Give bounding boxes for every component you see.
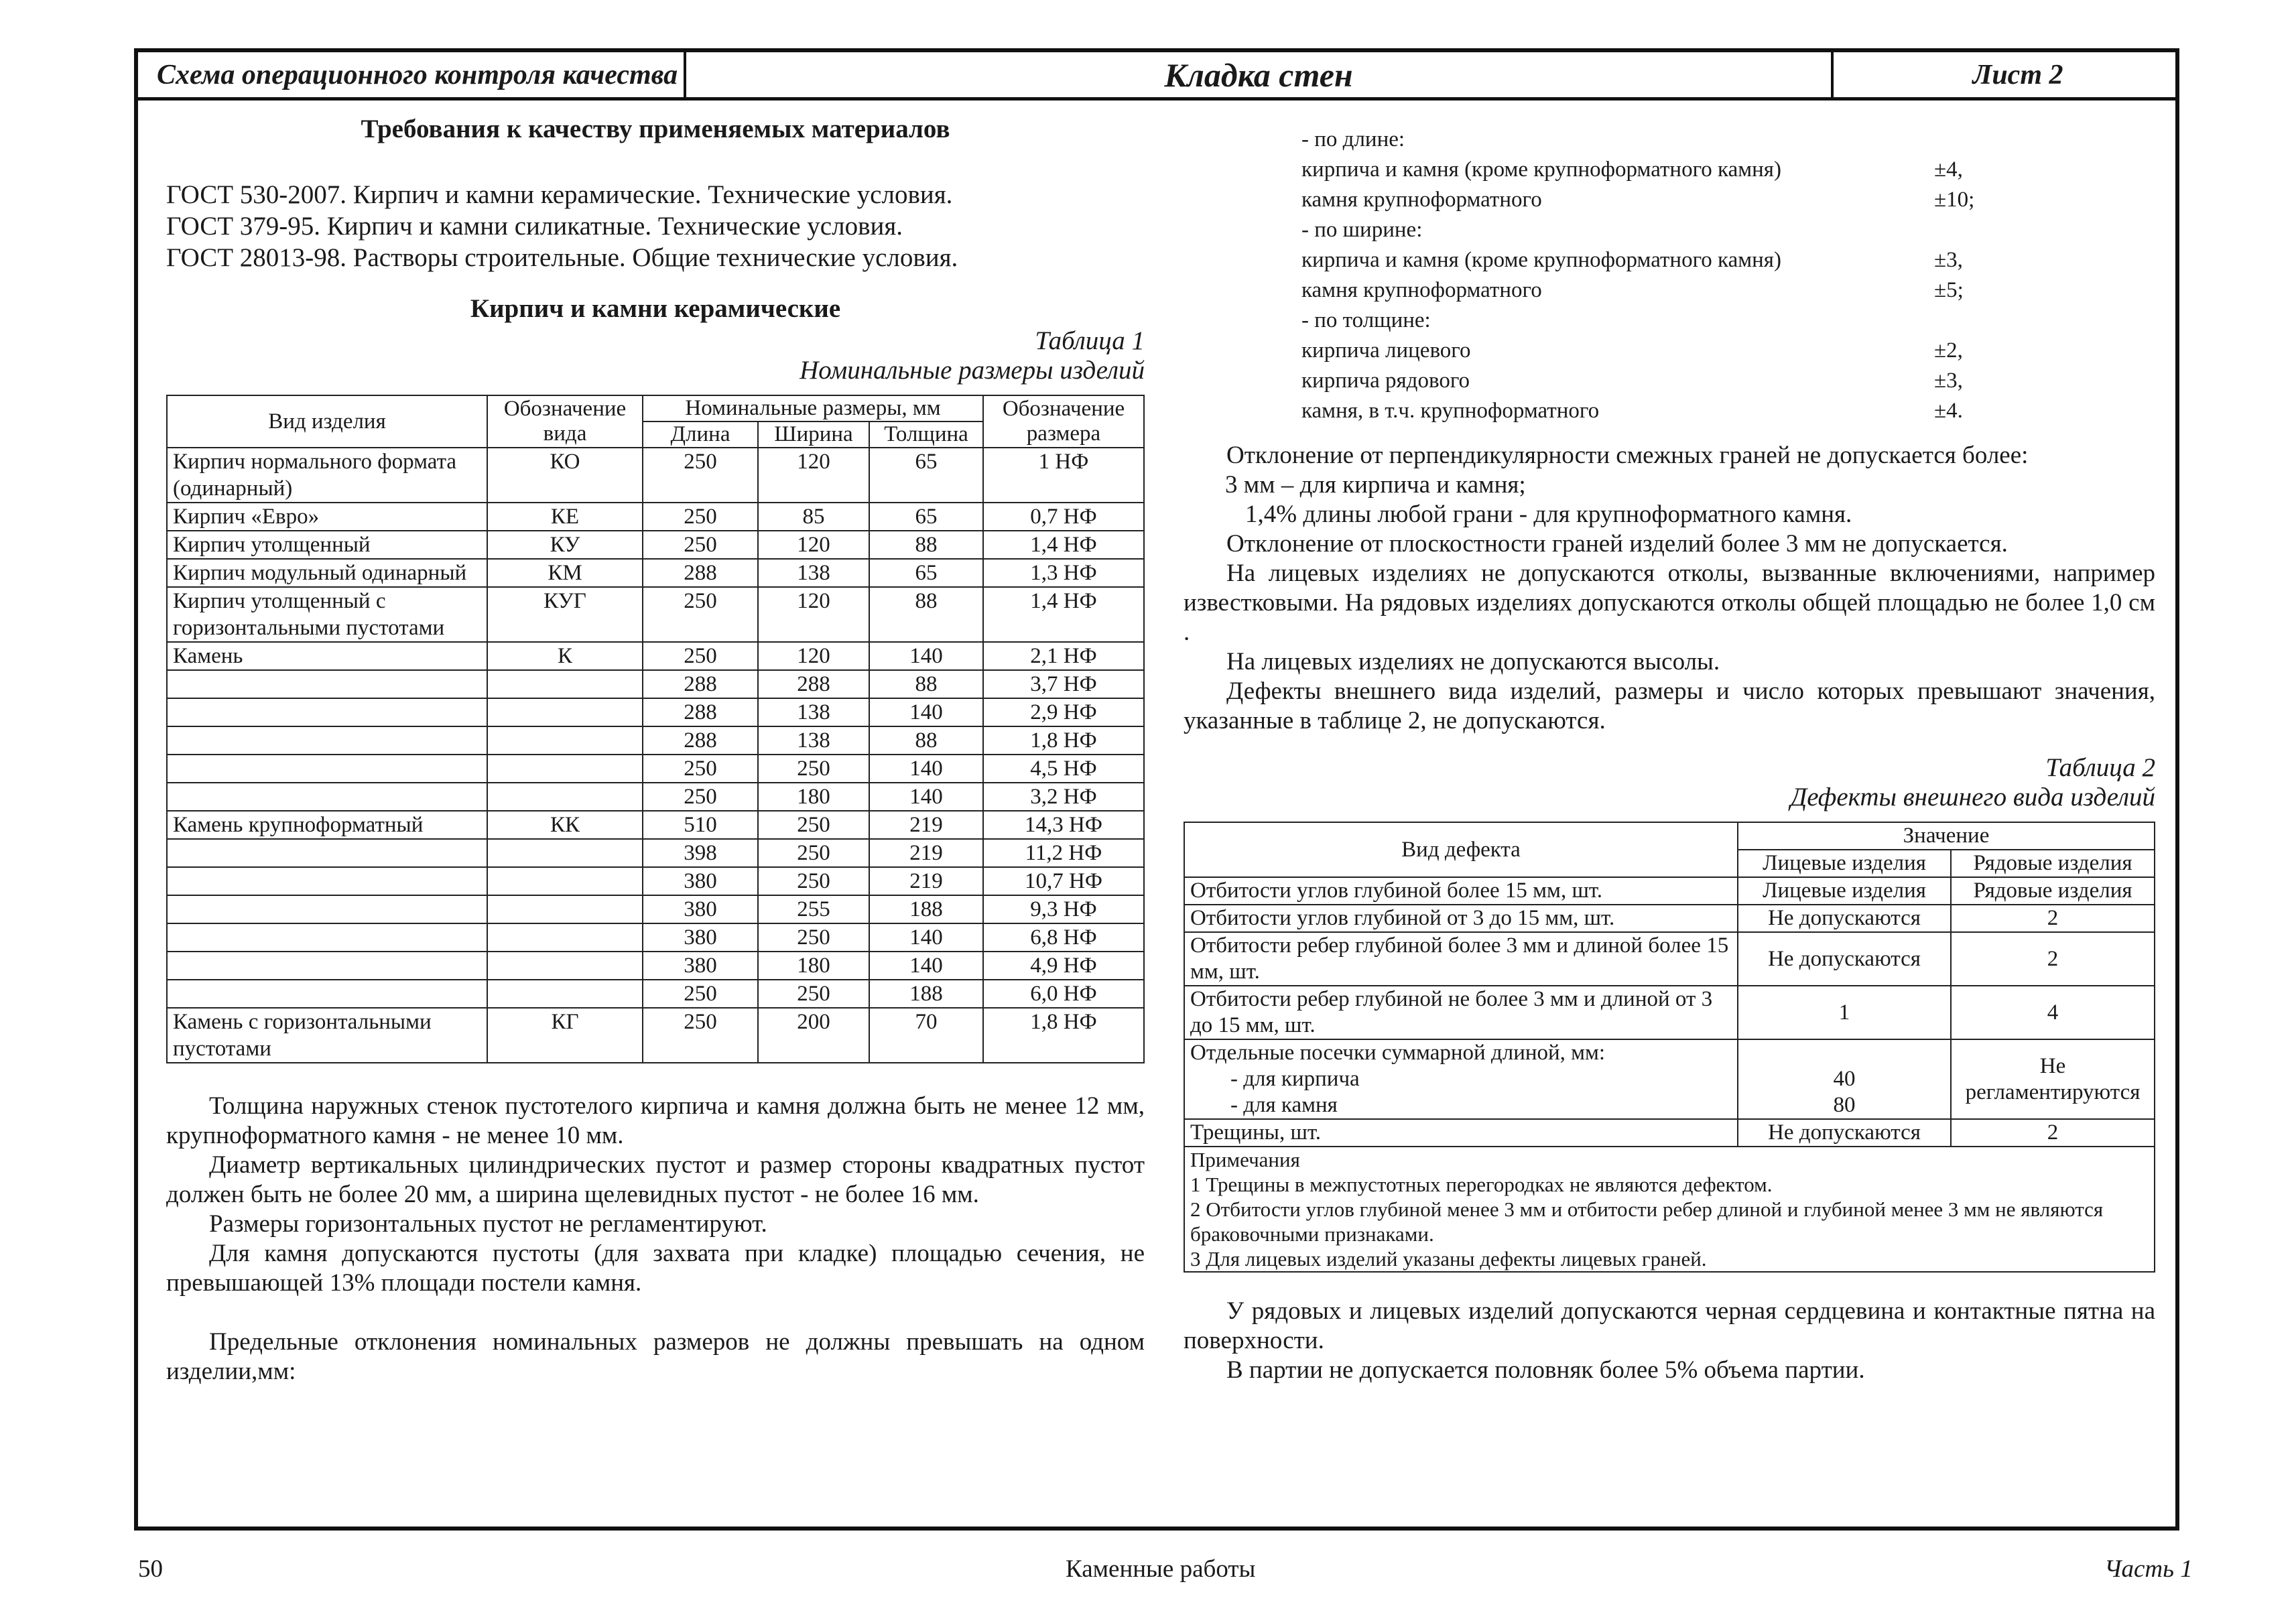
cell-code: КУГ [487, 587, 643, 642]
cell-product [167, 839, 487, 867]
th-product: Вид изделия [167, 395, 487, 448]
cell-thickness: 140 [869, 923, 983, 952]
cell-thickness: 70 [869, 1008, 983, 1063]
note-item: 2 Отбитости углов глубиной менее 3 мм и отбитости ребер длиной и глубиной менее 3 мм не являются браковочными признаками. [1190, 1197, 2104, 1246]
deviation-text: камня, в т.ч. крупноформатного [1301, 399, 1600, 423]
paragraph: Толщина наружных стенок пустотелого кирпича и камня должна быть не менее 12 мм, крупноформатного камня - не менее 10 мм. [166, 1092, 1145, 1149]
cell-length: 380 [643, 895, 758, 923]
deviation-value: ±5; [1934, 278, 1964, 302]
cell-length: 288 [643, 698, 758, 726]
cell-code: КМ [487, 559, 643, 587]
cell-defect: Отбитости углов глубиной более 15 мм, шт. [1184, 877, 1738, 905]
deviation-row [1301, 275, 2155, 306]
cell-thickness: 140 [869, 783, 983, 811]
paragraph: На лицевых изделиях не допускаются отколы, вызванные включениями, например известковыми. На рядовых изделиях допускаются отколы общей площадью не более 1,0 см . [1184, 560, 2155, 646]
cell-width: 138 [758, 559, 869, 587]
cell-width: 120 [758, 531, 869, 559]
cell-size: 4,5 НФ [983, 755, 1144, 783]
th-designation: Обозначение вида [487, 395, 643, 448]
cell-length: 510 [643, 811, 758, 839]
cell-product: Кирпич «Евро» [167, 503, 487, 531]
cell-code [487, 755, 643, 783]
cell-size: 11,2 НФ [983, 839, 1144, 867]
cell-thickness: 188 [869, 980, 983, 1008]
cell-thickness: 140 [869, 642, 983, 670]
th-length: Длина [643, 421, 758, 448]
cell-length: 250 [643, 587, 758, 642]
gost-item: ГОСТ 379-95. Кирпич и камни силикатные. Технические условия. [166, 212, 903, 241]
cell-width: 120 [758, 642, 869, 670]
right-column [1184, 125, 2155, 1385]
sheet-header [138, 52, 2175, 101]
deviation-row [1301, 185, 2155, 215]
cell-code [487, 923, 643, 952]
ceramic-title: Кирпич и камни керамические [470, 294, 841, 323]
cell-size: 1,8 НФ [983, 726, 1144, 755]
cell-size: 1,4 НФ [983, 531, 1144, 559]
cell-length: 288 [643, 670, 758, 698]
cell-width: 138 [758, 726, 869, 755]
cell-product [167, 755, 487, 783]
deviation-list [1184, 125, 2155, 426]
cell-size: 0,7 НФ [983, 503, 1144, 531]
table-row [167, 755, 1144, 783]
cell-length: 380 [643, 923, 758, 952]
deviation-value [1934, 306, 2155, 336]
defect-cuts-title: Отдельные посечки суммарной длиной, мм: [1190, 1041, 1606, 1065]
paragraph: У рядовых и лицевых изделий допускаются черная сердцевина и контактные пятна на поверхности. [1184, 1297, 2155, 1354]
cell-size: 14,3 НФ [983, 811, 1144, 839]
cell-code: К [487, 642, 643, 670]
cell-length: 380 [643, 867, 758, 895]
notes-cell [1184, 1147, 2155, 1272]
th-thickness: Толщина [869, 421, 983, 448]
cell-width: 180 [758, 952, 869, 980]
cell-length: 250 [643, 1008, 758, 1063]
cell-size: 1,8 НФ [983, 1008, 1144, 1063]
cell-size: 2,1 НФ [983, 642, 1144, 670]
cell-length: 380 [643, 952, 758, 980]
table-row [167, 895, 1144, 923]
cell-face: 1 [1738, 986, 1951, 1039]
cell-defect: Отбитости углов глубиной от 3 до 15 мм, шт. [1184, 905, 1738, 932]
th-ordinary: Рядовые изделия [1951, 850, 2155, 877]
cell-length: 250 [643, 503, 758, 531]
cell-code: КЕ [487, 503, 643, 531]
table-row [167, 783, 1144, 811]
paragraph: Дефекты внешнего вида изделий, размеры и число которых превышают значения, указанные в таблице 2, не допускаются. [1184, 677, 2155, 734]
table-defects [1184, 822, 2155, 1273]
paragraph: Диаметр вертикальных цилиндрических пустот и размер стороны квадратных пустот должен быть не более 20 мм, а ширина щелевидных пустот - не более 16 мм. [166, 1151, 1145, 1208]
table-row [167, 726, 1144, 755]
cell-length: 250 [643, 531, 758, 559]
cell-product: Камень крупноформатный [167, 811, 487, 839]
cell-thickness: 140 [869, 755, 983, 783]
table-row [167, 839, 1144, 867]
header-scheme-title: Схема операционного контроля качества [138, 52, 686, 97]
cell-width: 250 [758, 923, 869, 952]
cell-code: КГ [487, 1008, 643, 1063]
deviation-text: кирпича и камня (кроме крупноформатного камня) [1301, 157, 1781, 182]
deviation-row [1301, 215, 2155, 245]
deviation-value: ±3, [1934, 248, 1963, 272]
deviation-value: ±2, [1934, 338, 1963, 363]
table-row [167, 698, 1144, 726]
th-size-designation: Обозначение размера [983, 395, 1144, 448]
cell-thickness: 140 [869, 698, 983, 726]
cell-width: 85 [758, 503, 869, 531]
cell-width: 138 [758, 698, 869, 726]
paragraph: В партии не допускается половняк более 5% объема партии. [1226, 1356, 1865, 1384]
cell-size: 2,9 НФ [983, 698, 1144, 726]
cell-width: 250 [758, 755, 869, 783]
table-row [167, 587, 1144, 642]
table-row [1184, 986, 2155, 1039]
cell-code [487, 670, 643, 698]
deviation-text: кирпича лицевого [1301, 338, 1471, 363]
table-row [167, 503, 1144, 531]
cell-product: Камень [167, 642, 487, 670]
cuts-stone-value: 80 [1833, 1093, 1856, 1117]
cell-width: 120 [758, 448, 869, 503]
defect-cracks-ordinary: 2 [1951, 1119, 2155, 1147]
cell-product [167, 726, 487, 755]
deviation-value [1934, 125, 2155, 155]
deviation-text: - по длине: [1301, 127, 1405, 151]
cell-width: 250 [758, 811, 869, 839]
gost-item: ГОСТ 28013-98. Растворы строительные. Общие технические условия. [166, 243, 958, 272]
th-face: Лицевые изделия [1738, 850, 1951, 877]
cell-code [487, 895, 643, 923]
cell-thickness: 65 [869, 503, 983, 531]
cell-code [487, 783, 643, 811]
cell-defect: Отбитости ребер глубиной более 3 мм и длиной более 15 мм, шт. [1184, 932, 1738, 986]
deviation-row [1301, 396, 2155, 426]
notes-title: Примечания [1190, 1148, 1300, 1171]
table-row [167, 559, 1144, 587]
cell-width: 120 [758, 587, 869, 642]
cell-product [167, 923, 487, 952]
table1-caption: Номинальные размеры изделий [800, 356, 1145, 385]
cell-length: 250 [643, 642, 758, 670]
defect-cuts-stone: - для камня [1230, 1093, 1338, 1117]
cell-length: 250 [643, 980, 758, 1008]
cell-ordinary: 2 [1951, 932, 2155, 986]
table-row [167, 642, 1144, 670]
cell-width: 250 [758, 867, 869, 895]
cell-face: Лицевые изделия [1738, 877, 1951, 905]
table2-caption: Дефекты внешнего вида изделий [1790, 783, 2155, 812]
cell-length: 288 [643, 559, 758, 587]
gost-list [166, 179, 1145, 273]
header-topic: Кладка стен [686, 52, 1834, 97]
deviation-row [1301, 245, 2155, 275]
left-column [166, 114, 1145, 1386]
cell-length: 250 [643, 755, 758, 783]
cell-thickness: 65 [869, 559, 983, 587]
table-row [167, 952, 1144, 980]
cell-product: Кирпич утолщенный с горизонтальными пустотами [167, 587, 487, 642]
cell-length: 398 [643, 839, 758, 867]
defect-cracks-face: Не допускаются [1738, 1119, 1951, 1147]
cell-width: 250 [758, 980, 869, 1008]
deviation-text: - по ширине: [1301, 218, 1423, 242]
defect-cracks: Трещины, шт. [1184, 1119, 1738, 1147]
paragraph: Отклонение от плоскостности граней изделий более 3 мм не допускается. [1226, 530, 2008, 558]
table-row [1184, 877, 2155, 905]
cell-width: 288 [758, 670, 869, 698]
cell-width: 180 [758, 783, 869, 811]
cell-size: 1,3 НФ [983, 559, 1144, 587]
cell-product [167, 895, 487, 923]
cell-thickness: 88 [869, 531, 983, 559]
table-row [167, 980, 1144, 1008]
cell-product: Кирпич модульный одинарный [167, 559, 487, 587]
cell-code: КУ [487, 531, 643, 559]
table-row [1184, 932, 2155, 986]
table2-number: Таблица 2 [2045, 753, 2155, 782]
cell-product [167, 952, 487, 980]
deviation-row [1301, 155, 2155, 185]
deviation-text: - по толщине: [1301, 308, 1431, 332]
header-sheet-number: Лист 2 [1972, 59, 2063, 90]
cell-product [167, 670, 487, 698]
defect-cuts-ordinary: Не регламентируются [1951, 1039, 2155, 1119]
footer-section: Каменные работы [1066, 1555, 1256, 1583]
cell-code [487, 698, 643, 726]
cell-thickness: 88 [869, 670, 983, 698]
note-item: 3 Для лицевых изделий указаны дефекты лицевых граней. [1190, 1247, 1707, 1271]
paragraph: 1,4% длины любой грани - для крупноформатного камня. [1245, 501, 1852, 528]
defect-cuts-brick: - для кирпича [1230, 1067, 1360, 1091]
requirements-title: Требования к качеству применяемых материалов [361, 115, 950, 143]
cell-thickness: 219 [869, 839, 983, 867]
cell-size: 10,7 НФ [983, 867, 1144, 895]
cell-thickness: 219 [869, 811, 983, 839]
cell-thickness: 219 [869, 867, 983, 895]
footer-part: Часть 1 [2104, 1555, 2193, 1583]
cell-code [487, 980, 643, 1008]
table-row [167, 1008, 1144, 1063]
th-value: Значение [1738, 822, 2155, 850]
cell-code [487, 839, 643, 867]
cell-face: Не допускаются [1738, 905, 1951, 932]
deviation-value: ±4, [1934, 157, 1963, 182]
defect-cuts [1184, 1039, 1738, 1119]
cell-size: 3,2 НФ [983, 783, 1144, 811]
th-nominal: Номинальные размеры, мм [643, 395, 983, 421]
table-row [167, 811, 1144, 839]
cell-defect: Отбитости ребер глубиной не более 3 мм и длиной от 3 до 15 мм, шт. [1184, 986, 1738, 1039]
table1-number: Таблица 1 [1035, 326, 1145, 355]
cell-code [487, 867, 643, 895]
cell-code: КК [487, 811, 643, 839]
left-paragraphs [166, 1092, 1145, 1386]
table-row [167, 867, 1144, 895]
cell-size: 1 НФ [983, 448, 1144, 503]
cell-product: Камень с горизонтальными пустотами [167, 1008, 487, 1063]
table-nominal-sizes [166, 395, 1145, 1063]
table-row [167, 448, 1144, 503]
right-paragraphs [1184, 441, 2155, 736]
paragraph: Предельные отклонения номинальных размеров не должны превышать на одном изделии,мм: [166, 1328, 1145, 1385]
cell-size: 6,8 НФ [983, 923, 1144, 952]
cell-width: 250 [758, 839, 869, 867]
paragraph: Размеры горизонтальных пустот не регламентируют. [209, 1210, 767, 1238]
deviation-row [1301, 125, 2155, 155]
deviation-text: камня крупноформатного [1301, 188, 1542, 212]
defect-cuts-face [1738, 1039, 1951, 1119]
paragraph: 3 мм – для кирпича и камня; [1225, 471, 1526, 499]
cell-product: Кирпич утолщенный [167, 531, 487, 559]
cell-thickness: 188 [869, 895, 983, 923]
cell-size: 9,3 НФ [983, 895, 1144, 923]
footer-page-number: 50 [138, 1555, 163, 1583]
th-defect: Вид дефекта [1184, 822, 1738, 877]
deviation-text: кирпича рядового [1301, 369, 1470, 393]
paragraph: Для камня допускаются пустоты (для захвата при кладке) площадью сечения, не превышающей 13% площади постели камня. [166, 1240, 1145, 1297]
cell-product: Кирпич нормального формата (одинарный) [167, 448, 487, 503]
paragraph: Отклонение от перпендикулярности смежных граней не допускается более: [1226, 442, 2029, 469]
cell-product [167, 867, 487, 895]
deviation-row [1301, 336, 2155, 366]
cell-size: 3,7 НФ [983, 670, 1144, 698]
cell-product [167, 698, 487, 726]
cell-length: 250 [643, 448, 758, 503]
cell-ordinary: 2 [1951, 905, 2155, 932]
cuts-brick-value: 40 [1833, 1067, 1856, 1091]
cell-length: 288 [643, 726, 758, 755]
table-row [1184, 905, 2155, 932]
cell-code: КО [487, 448, 643, 503]
table-row [167, 923, 1144, 952]
cell-code [487, 952, 643, 980]
deviation-value: ±4. [1934, 399, 1963, 423]
cell-thickness: 88 [869, 587, 983, 642]
cell-length: 250 [643, 783, 758, 811]
deviation-text: кирпича и камня (кроме крупноформатного камня) [1301, 248, 1781, 272]
paragraph: На лицевых изделиях не допускаются высолы. [1226, 648, 1720, 675]
cell-thickness: 140 [869, 952, 983, 980]
cell-thickness: 88 [869, 726, 983, 755]
cell-code [487, 726, 643, 755]
deviation-text: камня крупноформатного [1301, 278, 1542, 302]
cell-product [167, 980, 487, 1008]
gost-item: ГОСТ 530-2007. Кирпич и камни керамические. Технические условия. [166, 180, 953, 209]
table-row [167, 531, 1144, 559]
cell-product [167, 783, 487, 811]
th-width: Ширина [758, 421, 869, 448]
deviation-row [1301, 306, 2155, 336]
cell-width: 200 [758, 1008, 869, 1063]
right-after [1184, 1297, 2155, 1385]
table-row [167, 670, 1144, 698]
cell-size: 4,9 НФ [983, 952, 1144, 980]
deviation-row [1301, 366, 2155, 396]
cell-ordinary: 4 [1951, 986, 2155, 1039]
cell-face: Не допускаются [1738, 932, 1951, 986]
deviation-value: ±10; [1934, 188, 1975, 212]
deviation-value [1934, 215, 2155, 245]
cell-size: 6,0 НФ [983, 980, 1144, 1008]
cell-width: 255 [758, 895, 869, 923]
cell-thickness: 65 [869, 448, 983, 503]
note-item: 1 Трещины в межпустотных перегородках не являются дефектом. [1190, 1173, 1773, 1196]
cell-size: 1,4 НФ [983, 587, 1144, 642]
cell-ordinary: Рядовые изделия [1951, 877, 2155, 905]
deviation-value: ±3, [1934, 369, 1963, 393]
